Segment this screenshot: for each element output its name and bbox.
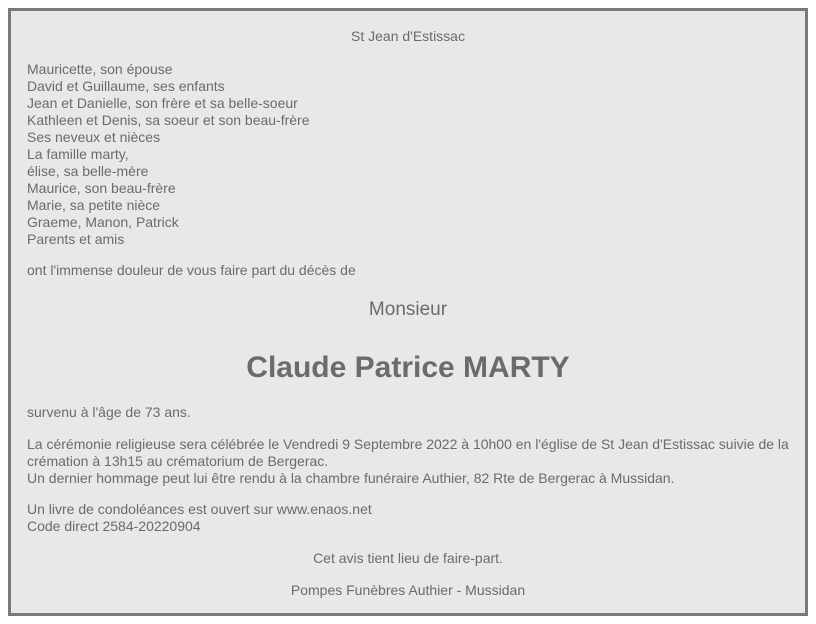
place-heading: St Jean d'Estissac <box>351 28 465 44</box>
honorific-title: Monsieur <box>368 299 448 320</box>
obituary-card <box>8 8 808 616</box>
family-member: La famille marty, <box>27 146 129 162</box>
family-member: Mauricette, son épouse <box>27 61 173 77</box>
notice-text: Cet avis tient lieu de faire-part. <box>313 550 503 566</box>
deceased-name: Claude Patrice MARTY <box>246 351 570 384</box>
age-statement: survenu à l'âge de 73 ans. <box>27 404 191 420</box>
direct-code-text: Code direct 2584-20220904 <box>27 518 201 534</box>
funeral-home-text: Pompes Funèbres Authier - Mussidan <box>290 582 526 598</box>
family-list <box>27 61 310 248</box>
family-member: Parents et amis <box>27 231 125 247</box>
ceremony-details <box>27 436 789 487</box>
family-member: Graeme, Manon, Patrick <box>27 214 179 230</box>
family-member: élise, sa belle-mère <box>27 163 149 179</box>
ceremony-text: La cérémonie religieuse sera célébrée le Vendredi 9 Septembre 2022 à 10h00 en l'église de St Jean d'Estissac suivie de la crémation à 13h15 au crématorium de Bergerac. <box>27 436 789 469</box>
family-member: Maurice, son beau-frère <box>27 180 176 196</box>
tribute-text: Un dernier hommage peut lui être rendu à la chambre funéraire Authier, 82 Rte de Bergerac à Mussidan. <box>27 470 675 486</box>
announcement-intro: ont l'immense douleur de vous faire part du décès de <box>27 262 356 278</box>
family-member: Kathleen et Denis, sa soeur et son beau-frère <box>27 112 310 128</box>
family-member: Ses neveux et nièces <box>27 129 161 145</box>
condolences-book-text: Un livre de condoléances est ouvert sur www.enaos.net <box>27 501 372 517</box>
family-member: David et Guillaume, ses enfants <box>27 78 225 94</box>
family-member: Jean et Danielle, son frère et sa belle-soeur <box>27 95 298 111</box>
family-member: Marie, sa petite nièce <box>27 197 161 213</box>
condolences-info <box>27 501 372 535</box>
